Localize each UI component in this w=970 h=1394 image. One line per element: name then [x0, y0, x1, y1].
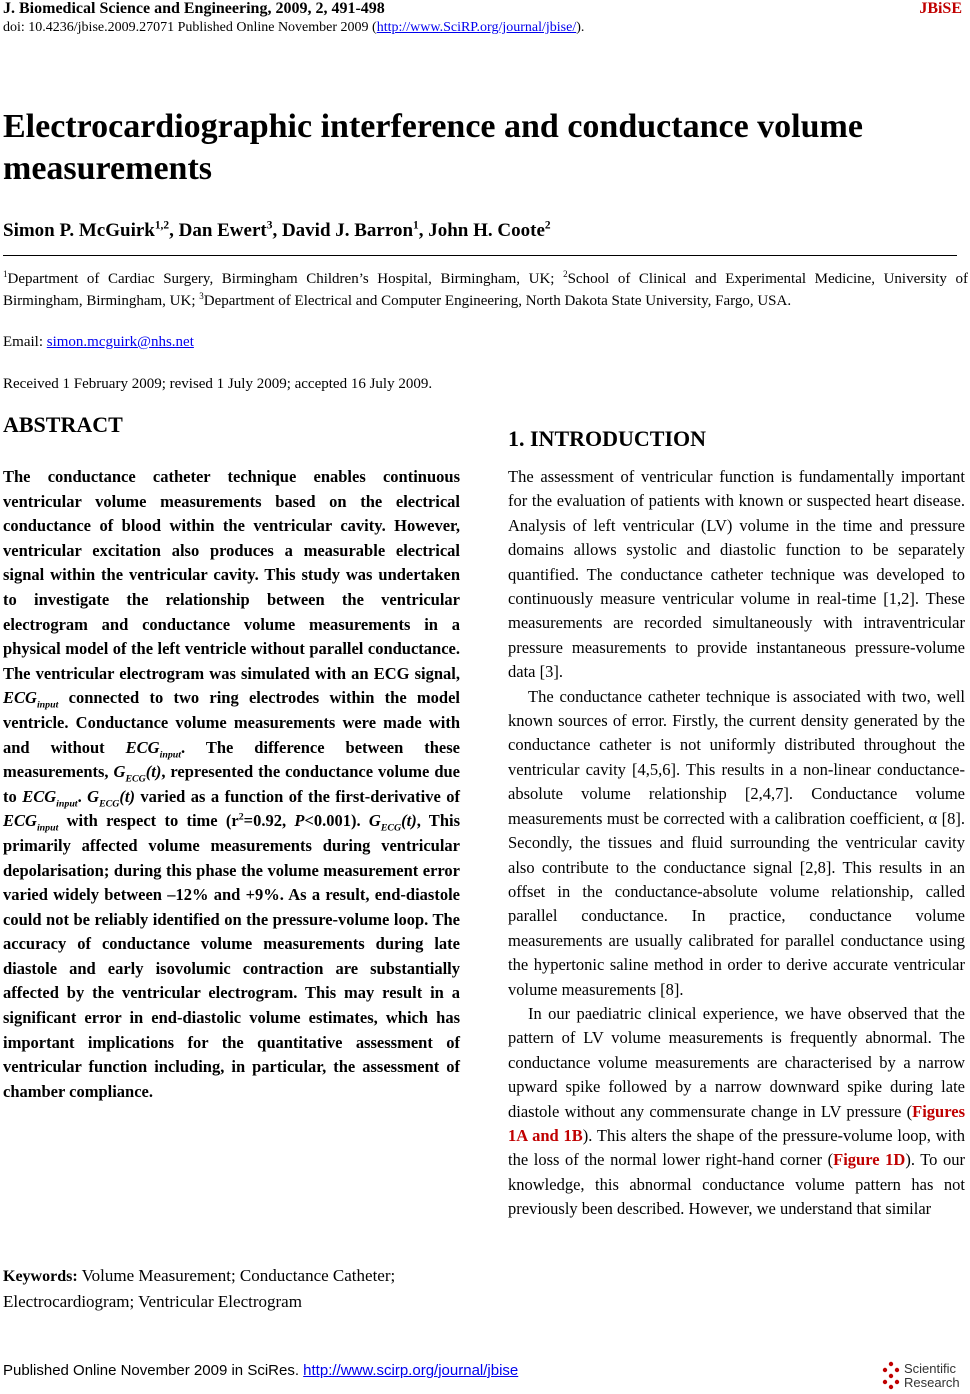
keywords: [3, 1264, 465, 1314]
abstract-text: with respect to time (r: [58, 811, 239, 831]
author-separator: ,: [272, 220, 282, 241]
footer: [3, 1362, 518, 1379]
abstract-text: =0.92,: [243, 811, 295, 831]
author-affiliation-mark: 1: [413, 219, 419, 232]
paragraph: The conductance catheter technique is associated with two, well known sources of error. Firstly, the current density generated by the conductance catheter is not uniformly distributed throughout the ventricular cavity [4,5,6]. This results in a non-linear conductance-absolute volume relationship [2,4,7]. Conductance volume measurements must be corrected with a calibration coefficient, α [8]. Secondly, the tissues and fluid surrounding the ventricular cavity also contribute to the conductance signal [2,8]. This results in an offset in the conductance-absolute volume relationship, called parallel conductance. In practice, conductance volume measurements are usually calibrated for parallel conductance using the hypertonic saline method in order to derive accurate ventricular volume measurements [8].: [508, 686, 965, 999]
abstract-body: [3, 465, 460, 1104]
doi-line: [3, 20, 584, 36]
abstract-text: connected to two ring electrodes within the model ventricle. Conductance volume measurements were made with and without: [3, 688, 460, 757]
affiliation-mark: 1: [3, 269, 8, 279]
author-name: Dan Ewert: [178, 220, 267, 241]
journal-link[interactable]: http://www.SciRP.org/journal/jbise/: [376, 20, 577, 35]
abstract-text: . The difference between these measurements,: [3, 737, 460, 782]
received-dates: Received 1 February 2009; revised 1 July 2009; accepted 16 July 2009.: [3, 376, 433, 392]
journal-citation: J. Biomedical Science and Engineering, 2009, 2, 491-498: [3, 0, 385, 17]
author-affiliation-mark: 2: [544, 219, 551, 232]
abstract-heading: ABSTRACT: [3, 412, 123, 437]
affiliation-3: Department of Electrical and Computer Engineering, North Dakota State University, Fargo, USA.: [203, 293, 792, 309]
paragraph: [508, 1002, 965, 1222]
affiliation-mark: 2: [563, 269, 568, 279]
p-value-symbol: P: [294, 811, 305, 831]
scientific-research-logo: [880, 1358, 968, 1392]
paragraph-text: In our paediatric clinical experience, we have observed that the pattern of LV volume measurements is frequently abnormal. The conductance volume measurements are characterised by a narrow upward spike followed by a narrow downward spike during late diastole without any commensurate change in LV pressure (: [508, 1003, 965, 1121]
paragraph-text: ). To our knowledge, this abnormal conductance volume pattern has not previously been described. However, we understand that similar: [508, 1150, 966, 1219]
r-squared-exponent: 2: [238, 811, 244, 823]
journal-abbreviation: JBiSE: [919, 0, 962, 17]
paragraph-text: ). This alters the shape of the pressure-volume loop, with the loss of the normal lower right-hand corner (: [508, 1125, 965, 1170]
ecg-input-symbol: $ECG_{input}$: [22, 786, 78, 810]
abstract-text: The conductance catheter technique enables continuous ventricular volume measurements based on the electrical conductance of blood within the ventricular cavity. However, ventricular excitation also produces a measurable electrical signal within the ventricular cavity. This study was undertaken to investigate the relationship between the ventricular electrogram and conductance volume measurements in a physical model of the left ventricle without parallel conductance. The ventricular electrogram was simulated with an ECG signal,: [3, 467, 460, 683]
introduction-body: [508, 465, 965, 1222]
section-heading-introduction: 1. INTRODUCTION: [508, 426, 707, 451]
ecg-input-symbol: $ECG_{input}$: [3, 688, 59, 711]
abstract-text: , represented the conductance volume due to: [3, 762, 460, 806]
abstract-text: <0.001).: [304, 811, 369, 831]
doi-prefix: doi: 10.4236/jbise.2009.27071 Published Online November 2009 (: [3, 20, 377, 35]
g-ecg-symbol: $G_{ECG}(t)$: [113, 762, 162, 785]
affiliation-1: Department of Cardiac Surgery, Birmingham Children’s Hospital, Birmingham, UK;: [7, 271, 564, 287]
author-name: David J. Barron: [281, 220, 414, 241]
keywords-label: Keywords:: [3, 1268, 78, 1285]
author-name: John H. Coote: [428, 220, 545, 241]
author-affiliation-mark: 1,2: [154, 219, 170, 232]
ecg-input-symbol: $ECG_{input}$: [3, 811, 59, 834]
email-line: [3, 334, 194, 351]
author-separator: ,: [418, 220, 429, 241]
author-affiliation-mark: 3: [266, 219, 273, 232]
author-separator: ,: [169, 220, 179, 241]
abstract-text: , This primarily affected volume measurements during ventricular depolarisation; during this phase the volume measurement error varied widely between –12% and +9%. As a result, end-diastole could not be reliably identified on the pressure-volume loop. The accuracy of conductance volume measurements during late diastole and early isovolumic contraction are substantially affected by the ventricular electrogram. This may result in a significant error in end-diastolic volume estimates, which has important implications for the quantitative assessment of ventricular function including, in particular, the assessment of chamber compliance.: [3, 811, 460, 1101]
g-ecg-symbol: $G_{ECG}(t)$: [87, 786, 135, 810]
abstract-text: .: [77, 786, 88, 806]
email-link[interactable]: simon.mcguirk@nhs.net: [46, 334, 194, 350]
author-name: Simon P. McGuirk: [3, 220, 155, 241]
publisher-logo-icon: [880, 1360, 902, 1390]
paragraph: The assessment of ventricular function is fundamentally important for the evaluation of patients with known or suspected heart disease. Analysis of left ventricular (LV) volume in the time and pressure domains allows systolic and diastolic function to be separately quantified. The conductance catheter technique was developed to continuously measure ventricular volume in real-time [1,2]. These measurements are recorded simultaneously with intraventricular pressure measurements to provide instantaneous pressure-volume data [3].: [508, 467, 965, 682]
email-label: Email:: [3, 334, 47, 350]
author-list: [3, 220, 551, 242]
paper-title: Electrocardiographic interference and conductance volume measurements: [3, 108, 863, 187]
footer-link[interactable]: http://www.scirp.org/journal/jbise: [303, 1362, 519, 1379]
footer-text: Published Online November 2009 in SciRes.: [3, 1362, 304, 1379]
keywords-list: Volume Measurement; Conductance Catheter; Electrocardiogram; Ventricular Electrogram: [3, 1266, 396, 1311]
affiliations: [3, 268, 968, 312]
ecg-input-symbol: $ECG_{input}$: [125, 737, 182, 760]
figure-reference[interactable]: Figure 1D: [833, 1150, 906, 1170]
g-ecg-symbol: $G_{ECG}(t)$: [368, 811, 417, 834]
title-divider: [3, 255, 957, 256]
logo-text: Scientific Research: [904, 1361, 960, 1390]
figure-reference[interactable]: Figures 1A and 1B: [508, 1101, 965, 1145]
doi-suffix: ).: [576, 20, 585, 35]
abstract-text: varied as a function of the first-derivative of: [134, 786, 460, 806]
affiliation-2: School of Clinical and Experimental Medicine, University of Birmingham, Birmingham, UK;: [3, 271, 969, 309]
affiliation-mark: 3: [199, 291, 204, 301]
